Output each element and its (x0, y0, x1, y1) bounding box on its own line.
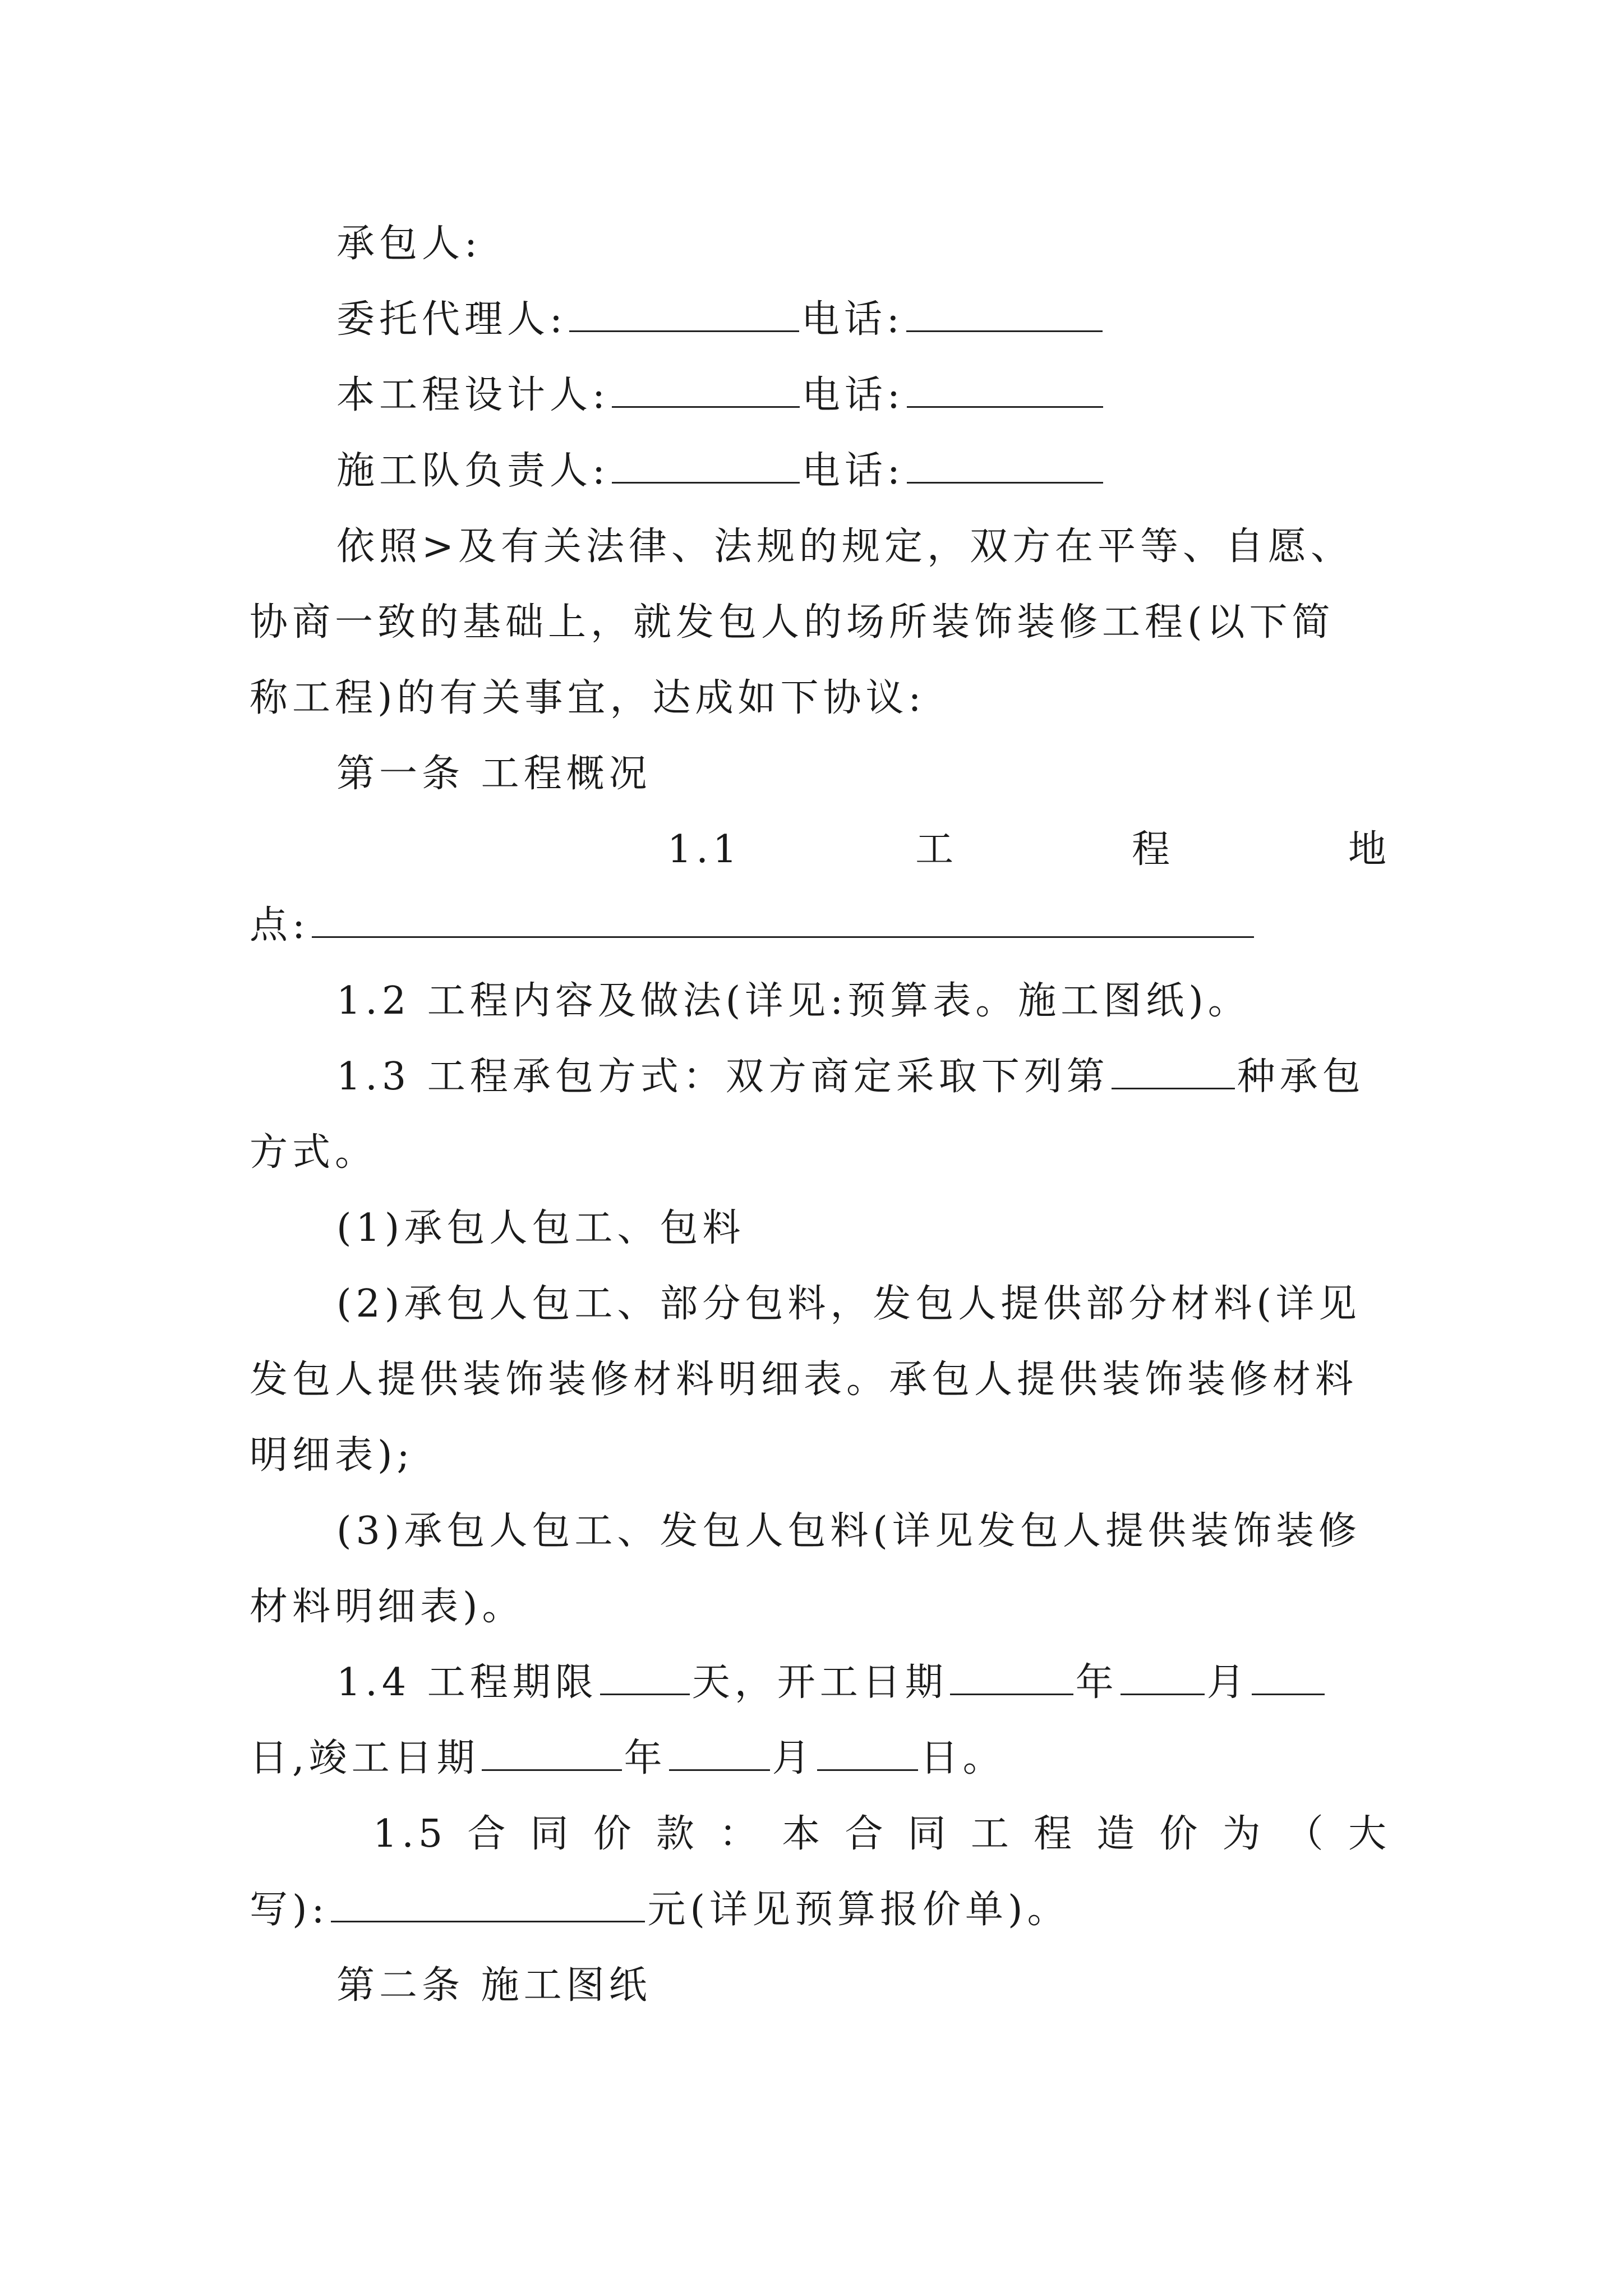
item-1-5-word: 同 (530, 1812, 573, 1856)
preamble-line-3: 称工程)的有关事宜，达成如下协议: (250, 676, 926, 720)
item-1-5-word: ： (719, 1812, 762, 1856)
option-2-line-2: 发包人提供装饰装修材料明细表。承包人提供装饰装修材料 (250, 1358, 1358, 1402)
item-1-1-cont (250, 898, 1256, 954)
item-1-3-line-2: 方式。 (250, 1130, 378, 1175)
start-month-unit: 月 (1206, 1660, 1249, 1705)
end-day-unit: 日。 (920, 1736, 1006, 1780)
completion-date-label: 日,竣工日期 (250, 1736, 479, 1780)
contract-price-blank[interactable] (331, 1885, 645, 1922)
duration-days-blank[interactable] (600, 1658, 690, 1695)
item-1-4-label: 1.4 工程期限 (336, 1660, 598, 1705)
crew-leader-phone-blank[interactable] (907, 446, 1103, 484)
item-1-1-cont-label: 点: (250, 903, 310, 947)
contractor-line (336, 216, 482, 272)
item-1-5-line-2 (250, 1882, 1070, 1938)
contract-price-label: 写): (250, 1888, 329, 1932)
option-1: (1)承包人包工、包料 (336, 1206, 745, 1250)
crew-leader-name-blank[interactable] (612, 446, 800, 484)
contract-price-unit: 元(详见预算报价单)。 (647, 1888, 1070, 1932)
preamble-line-1: 依照>及有关法律、法规的规定，双方在平等、自愿、 (336, 524, 1353, 569)
start-day-blank[interactable] (1252, 1658, 1325, 1695)
designer-name-blank[interactable] (612, 370, 800, 408)
option-3-line-1: (3)承包人包工、发包人包料(详见发包人提供装饰装修 (336, 1509, 1361, 1553)
item-1-5-word: 价 (1159, 1812, 1202, 1856)
item-1-5-word: 工 (970, 1812, 1013, 1856)
item-1-2: 1.2 工程内容及做法(详见:预算表。施工图纸)。 (336, 979, 1251, 1023)
item-1-5-word: 合 (845, 1812, 888, 1856)
item-1-5-word: 1.5 (373, 1812, 448, 1856)
item-1-1-word-2: 程 (1132, 827, 1175, 872)
end-month-unit: 月 (772, 1736, 815, 1780)
item-1-5-word: 本 (782, 1812, 825, 1856)
project-location-blank[interactable] (312, 900, 1254, 938)
end-month-blank[interactable] (669, 1733, 770, 1771)
item-1-5-word: 程 (1034, 1812, 1077, 1856)
designer-phone-label: 电话: (801, 373, 905, 417)
option-2-line-3: 明细表); (250, 1433, 414, 1478)
item-1-5-line-1 (373, 1806, 1391, 1862)
agent-label: 委托代理人: (336, 297, 567, 342)
crew-leader-phone-label: 电话: (801, 449, 905, 493)
crew-leader-line (336, 443, 1105, 499)
end-day-blank[interactable] (817, 1733, 918, 1771)
item-1-5-word: 造 (1096, 1812, 1140, 1856)
article-2-title: 第二条 施工图纸 (336, 1963, 652, 2008)
designer-line (336, 367, 1105, 424)
item-1-4-line-1 (336, 1655, 1327, 1711)
item-1-5-word: 大 (1348, 1812, 1391, 1856)
agent-line (336, 292, 1105, 348)
item-1-3-part-2: 种承包 (1237, 1055, 1365, 1099)
contract-method-blank[interactable] (1112, 1052, 1235, 1089)
start-month-blank[interactable] (1121, 1658, 1205, 1695)
option-2-line-1: (2)承包人包工、部分包料，发包人提供部分材料(详见 (336, 1282, 1361, 1326)
item-1-5-word: 款 (656, 1812, 699, 1856)
contractor-label: 承包人: (336, 222, 482, 266)
start-year-blank[interactable] (950, 1658, 1073, 1695)
agent-name-blank[interactable] (569, 295, 799, 332)
article-1-title: 第一条 工程概况 (336, 752, 652, 796)
item-1-1-word-1: 工 (915, 827, 958, 872)
start-year-unit: 年 (1075, 1660, 1118, 1705)
end-year-unit: 年 (624, 1736, 667, 1780)
designer-label: 本工程设计人: (336, 373, 610, 417)
item-1-1-word-3: 地 (1348, 827, 1391, 872)
agent-phone-blank[interactable] (906, 295, 1103, 332)
option-3-line-2: 材料明细表)。 (250, 1585, 525, 1629)
crew-leader-label: 施工队负责人: (336, 449, 610, 493)
item-1-4-line-2 (250, 1731, 1006, 1787)
preamble-line-2: 协商一致的基础上，就发包人的场所装饰装修工程(以下简 (250, 600, 1335, 645)
end-year-blank[interactable] (482, 1733, 622, 1771)
agent-phone-label: 电话: (801, 297, 904, 342)
item-1-5-word: 同 (907, 1812, 951, 1856)
designer-phone-blank[interactable] (907, 370, 1103, 408)
item-1-5-word: 价 (593, 1812, 636, 1856)
item-1-5-word: （ (1285, 1812, 1328, 1856)
item-1-3-part-1: 1.3 工程承包方式：双方商定采取下列第 (336, 1055, 1109, 1099)
item-1-1-line (667, 822, 1391, 878)
start-date-label: 天，开工日期 (691, 1660, 948, 1705)
item-1-1-num: 1.1 (667, 827, 742, 872)
item-1-5-word: 为 (1222, 1812, 1265, 1856)
item-1-3-line-1 (336, 1049, 1365, 1105)
item-1-5-word: 合 (467, 1812, 510, 1856)
